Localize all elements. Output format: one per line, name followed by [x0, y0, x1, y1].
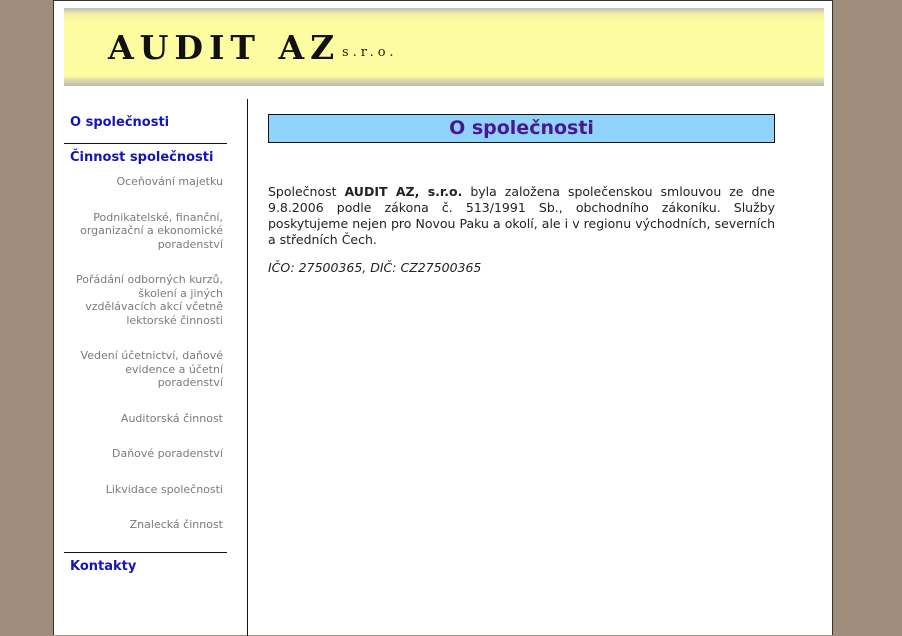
page-container: [53, 0, 833, 635]
nav-divider: [64, 143, 227, 144]
nav-divider: [64, 552, 227, 553]
sidebar-item-znalecka-cinnost[interactable]: Znalecká činnost: [129, 518, 223, 531]
company-name: AUDIT AZ, s.r.o.: [344, 184, 463, 199]
intro-text-start: Společnost: [268, 184, 345, 199]
nav-link-cinnost-spolecnosti[interactable]: Činnost společnosti: [70, 150, 214, 165]
nav-link-o-spolecnosti[interactable]: O společnosti: [70, 115, 170, 130]
column-divider: [247, 99, 248, 636]
sidebar-item-danove-poradenstvi[interactable]: Daňové poradenství: [112, 447, 223, 460]
logo-suffix: s.r.o.: [342, 45, 398, 60]
intro-paragraph: [268, 184, 775, 248]
sidebar-nav: [64, 99, 228, 574]
page-title: O společnosti: [268, 114, 775, 143]
sidebar-item-auditorska-cinnost[interactable]: Auditorská činnost: [120, 411, 223, 425]
company-ids: IČO: 27500365, DIČ: CZ27500365: [268, 260, 482, 275]
nav-link-kontakty[interactable]: Kontakty: [70, 558, 137, 574]
sidebar-item-likvidace[interactable]: Likvidace společnosti: [105, 482, 223, 496]
sidebar-item-poradenstvi[interactable]: Podnikatelské, finanční, organizační a ekonomické poradenství: [80, 210, 223, 251]
sidebar-item-ocenovani-majetku[interactable]: Oceňování majetku: [116, 175, 223, 188]
intro-text-end: byla založena společenskou smlouvou ze dne 9.8.2006 podle zákona č. 513/1991 Sb., obchodního zákoníku. Služby poskytujeme nejen pro Novou Paku a okolí, ale i v regionu východních, severních a středních Čech.: [268, 184, 775, 247]
sidebar-item-kurzy-skoleni[interactable]: Pořádání odborných kurzů, školení a jiných vzdělávacích akcí včetně lektorské činnosti: [75, 273, 223, 327]
site-header: [64, 8, 824, 86]
main-content: [268, 114, 775, 275]
sidebar-item-ucetnictvi[interactable]: Vedení účetnictví, daňové evidence a účetní poradenství: [80, 349, 223, 389]
logo-text[interactable]: AUDIT AZ: [108, 28, 341, 67]
